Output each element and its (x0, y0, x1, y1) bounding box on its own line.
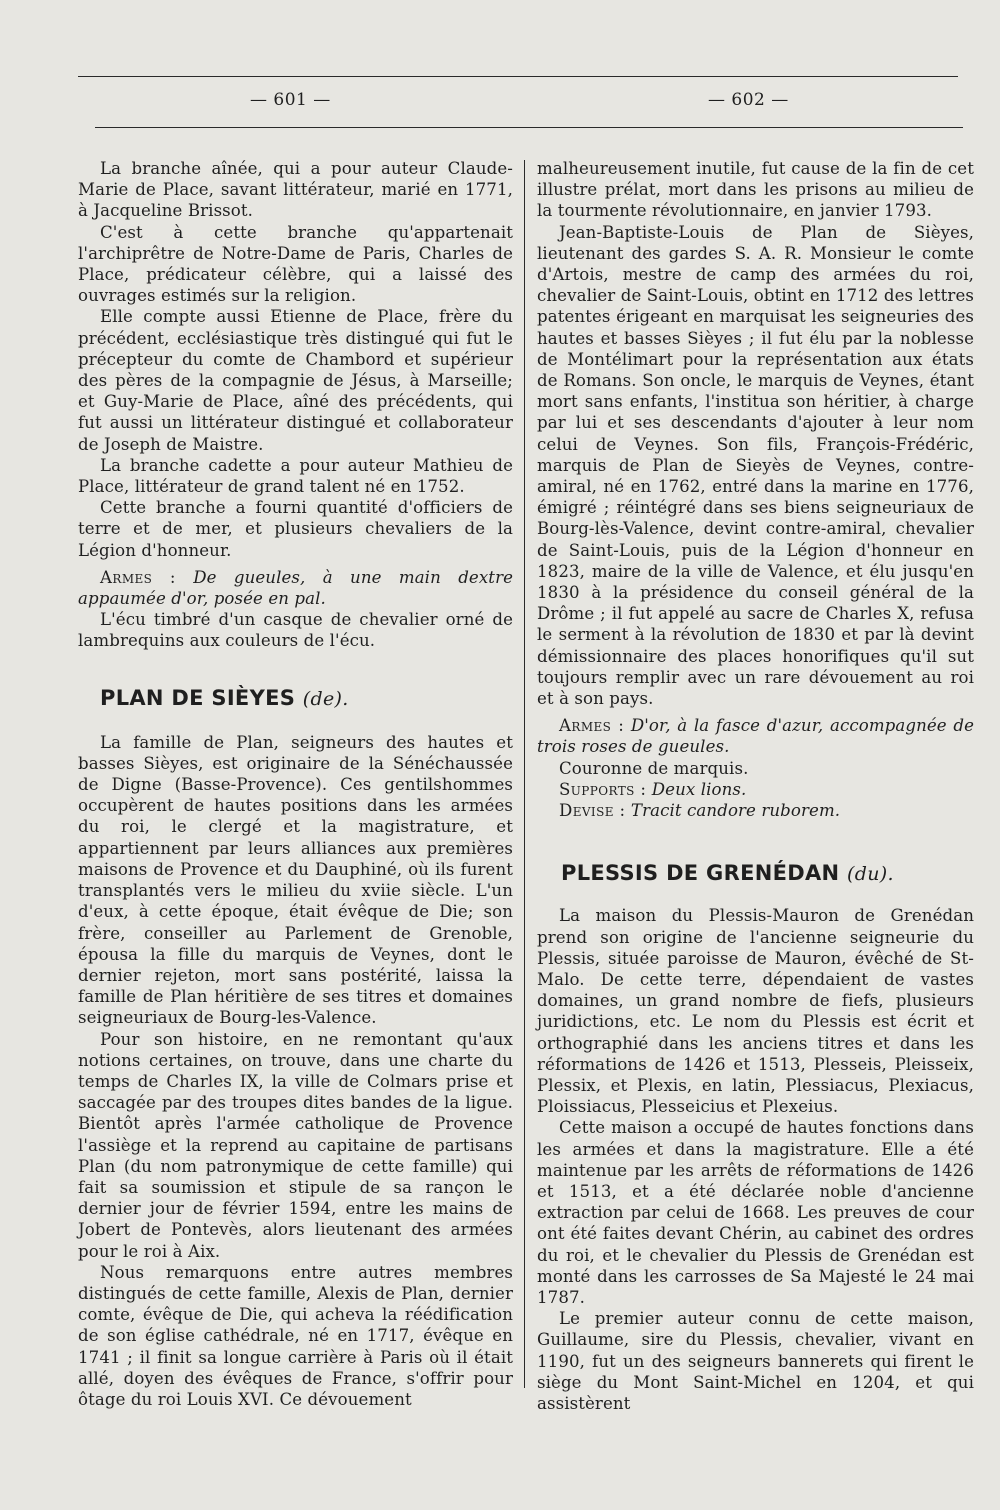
header-rule-top (78, 76, 958, 77)
supports-label: Supports : (559, 779, 647, 799)
section-heading (561, 861, 974, 885)
heading-title: PLAN DE SIÈYES (100, 685, 296, 710)
supports-line (537, 779, 974, 800)
page-number-left: — 601 — (250, 90, 331, 110)
armes-line (537, 715, 974, 757)
heading-title: PLESSIS DE GRENÉDAN (561, 861, 840, 886)
paragraph: Elle compte aussi Etienne de Place, frère du précédent, ecclésiastique très distingué qui fut le précepteur du comte de Chambord et supérieur des pères de la compagnie de Jésus, à Marseille; et Guy-Marie de Place, aîné des précédents, qui fut aussi un littérateur distingué et collaborateur de Joseph de Maistre. (78, 307, 513, 454)
armes-text: D'or, à la fasce d'azur, accompagnée de trois roses de gueules. (537, 716, 974, 757)
header-rule-bottom (95, 127, 963, 128)
paragraph: C'est à cette branche qu'appartenait l'archiprêtre de Notre-Dame de Paris, Charles de Place, prédicateur célèbre, qui a laissé des ouvrages estimés sur la religion. (78, 222, 513, 306)
paragraph: Le premier auteur connu de cette maison, Guillaume, sire du Plessis, chevalier, vivant en 1190, fut un des seigneurs bannerets qui firent le siège du Mont Saint-Michel en 1204, et qui assistèrent (537, 1309, 974, 1413)
couronne-line: Couronne de marquis. (559, 758, 749, 778)
paragraph: malheureusement inutile, fut cause de la fin de cet illustre prélat, mort dans les prisons au milieu de la tourmente révolutionnaire, en janvier 1793. (537, 159, 974, 221)
left-column (78, 158, 513, 1410)
paragraph: La maison du Plessis-Mauron de Grenédan prend son origine de l'ancienne seigneurie du Plessis, située paroisse de Mauron, évêché de St-Malo. De cette terre, dépendaient de vastes domaines, un grand nombre de fiefs, plusieurs juridictions, etc. Le nom du Plessis est écrit et orthographié dans les anciens titres et dans les réformations de 1426 et 1513, Plesseis, Pleisseix, Plessix, et Plexis, en latin, Plessiacus, Plexiacus, Ploissiacus, Plesseicius et Plexeius. (537, 906, 974, 1117)
section-heading (100, 686, 513, 710)
paragraph: L'écu timbré d'un casque de chevalier orné de lambrequins aux couleurs de l'écu. (78, 610, 513, 651)
devise-text: Tracit candore ruborem. (630, 801, 841, 821)
paragraph: Cette branche a fourni quantité d'officiers de terre et de mer, et plusieurs chevaliers de la Légion d'honneur. (78, 498, 513, 560)
heading-particle: (du). (847, 863, 894, 886)
heading-particle: (de). (302, 687, 349, 710)
devise-label: Devise : (559, 801, 626, 821)
supports-text: Deux lions. (651, 779, 747, 799)
paragraph: La famille de Plan, seigneurs des hautes et basses Sièyes, est originaire de la Sénéchaussée de Digne (Basse-Provence). Ces gentilshommes occupèrent de hautes positions dans les armées du roi, le clergé et la magistrature, et appartiennent par leurs alliances aux premières maisons de Provence et du Dauphiné, où ils furent transplantés vers le milieu du xviie siècle. L'un d'eux, à cette époque, était évêque de Die; son frère, conseiller au Parlement de Grenoble, épousa la fille du marquis de Veynes, dont le dernier rejeton, mort sans postérité, laissa la famille de Plan héritière de ses titres et domaines seigneuriaux de Bourg-les-Valence. (78, 732, 513, 1028)
armes-label: Armes : (559, 716, 625, 736)
paragraph: La branche cadette a pour auteur Mathieu de Place, littérateur de grand talent né en 1752. (78, 455, 513, 497)
column-divider (524, 160, 525, 1388)
armes-line (78, 567, 513, 609)
armes-label: Armes : (100, 567, 176, 587)
paragraph: La branche aînée, qui a pour auteur Claude-Marie de Place, savant littérateur, marié en 1771, à Jacqueline Brissot. (78, 159, 513, 221)
paragraph: Jean-Baptiste-Louis de Plan de Sièyes, lieutenant des gardes S. A. R. Monsieur le comte d'Artois, mestre de camp des armées du roi, chevalier de Saint-Louis, obtint en 1712 des lettres patentes érigeant en marquisat les seigneuries des hautes et basses Sièyes ; il fut élu par la noblesse de Montélimart pour la représentation aux états de Romans. Son oncle, le marquis de Veynes, étant mort sans enfants, l'institua son héritier, à charge par lui et ses descendants d'ajouter à leur nom celui de Veynes. Son fils, François-Frédéric, marquis de Plan de Sieyès de Veynes, contre-amiral, né en 1762, entré dans la marine en 1776, émigré ; réintégré dans ses biens seigneuriaux de Bourg-lès-Valence, devint contre-amiral, chevalier de Saint-Louis, puis de la Légion d'honneur en 1823, maire de la ville de Valence, et élu jusqu'en 1830 à la présidence du conseil général de la Drôme ; il fut appelé au sacre de Charles X, refusa le serment à la révolution de 1830 et par là devint démissionnaire des places honorifiques qu'il sut toujours remplir avec un rare dévouement au roi et à son pays. (537, 222, 974, 709)
paragraph: Cette maison a occupé de hautes fonctions dans les armées et dans la magistrature. Elle a été maintenue par les arrêts de réformations de 1426 et 1513, et a été déclarée noble d'ancienne extraction par celui de 1668. Les preuves de cour ont été faites devant Chérin, au cabinet des ordres du roi, et le chevalier du Plessis de Grenédan est monté dans les carrosses de Sa Majesté le 24 mai 1787. (537, 1118, 974, 1307)
paragraph: Pour son histoire, en ne remontant qu'aux notions certaines, on trouve, dans une charte du temps de Charles IX, la ville de Colmars prise et saccagée par des troupes dites bandes de la ligue. Bientôt après l'armée catholique de Provence l'assiège et la reprend au capitaine de partisans Plan (du nom patronymique de cette famille) qui fait sa soumission et stipule de sa rançon le dernier jour de février 1594, entre les mains de Jobert de Pontevès, alors lieutenant des armées pour le roi à Aix. (78, 1029, 513, 1261)
right-column (537, 158, 974, 1414)
paragraph: Nous remarquons entre autres membres distingués de cette famille, Alexis de Plan, dernier comte, évêque de Die, qui acheva la réédification de son église cathédrale, né en 1717, évêque en 1741 ; il finit sa longue carrière à Paris où il était allé, doyen des évêques de France, s'offrir pour ôtage du roi Louis XVI. Ce dévouement (78, 1262, 513, 1409)
page-number-right: — 602 — (708, 90, 789, 110)
devise-line (537, 800, 974, 821)
armes-text: De gueules, à une main dextre appaumée d'or, posée en pal. (78, 567, 514, 609)
